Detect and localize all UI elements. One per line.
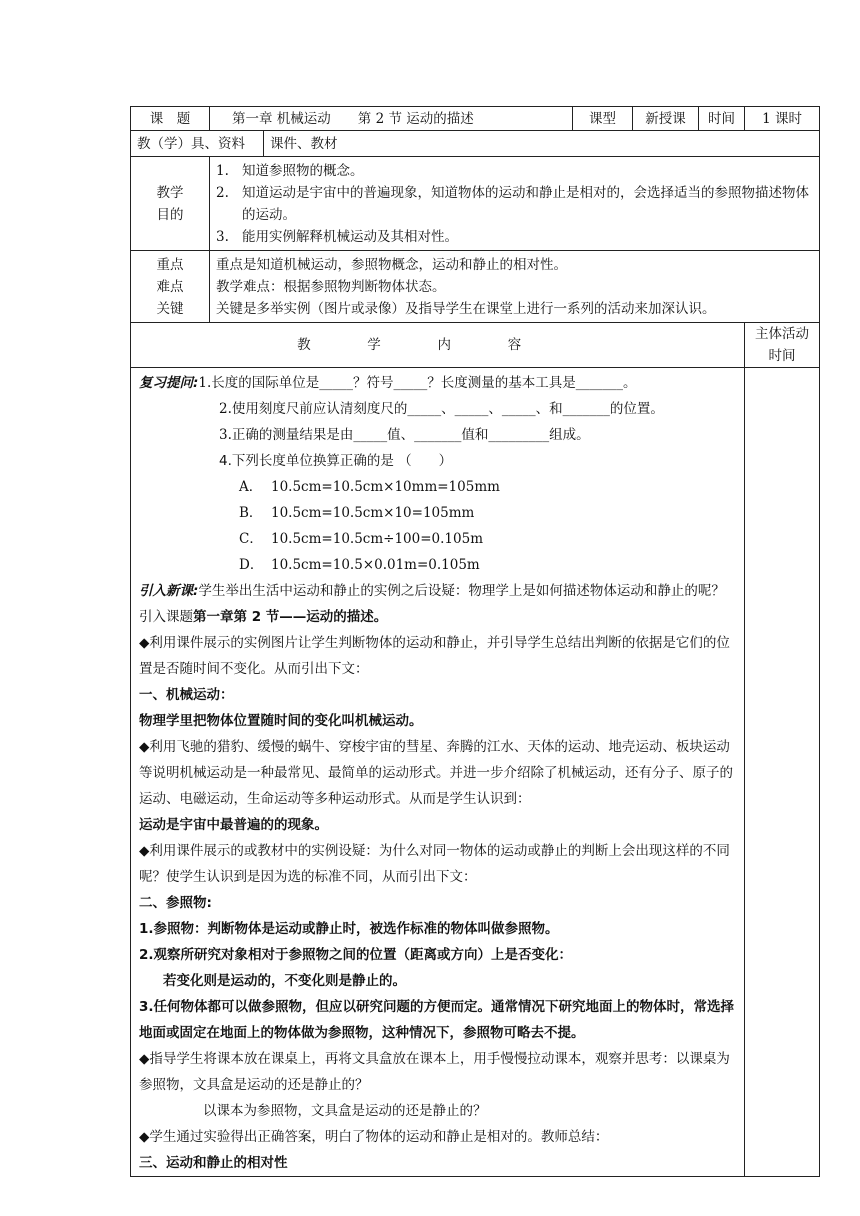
section-1-heading: 一、机械运动： — [139, 687, 234, 703]
key-points-content — [210, 251, 820, 323]
goal-item: 1. 知道参照物的概念。 — [216, 162, 364, 179]
section-2-item-2b: 若变化则是运动的，不变化则是静止的。 — [163, 973, 406, 989]
key-points-label-1: 重点 — [156, 256, 184, 273]
goal-item: 3. 能用实例解释机械运动及其相对性。 — [216, 228, 458, 245]
time-label: 时间 — [699, 107, 745, 131]
section-1-conclusion: 运动是宇宙中最普遍的的现象。 — [139, 817, 328, 833]
goals-list-cell — [210, 157, 820, 251]
lesson-type-label: 课型 — [573, 107, 633, 131]
key-point-line: 关键是多举实例（图片或录像）及指导学生在课堂上进行一系列的活动来加深认识。 — [216, 300, 716, 317]
activity-time-cell — [745, 368, 820, 1177]
paragraph-3: ◆利用课件展示的或教材中的实例设疑：为什么对同一物体的运动或静止的判断上会出现这样的不同呢？使学生认识到是因为选的标准不同，从而引出下文： — [139, 843, 730, 885]
section-2-item-3: 3.任何物体都可以做参照物，但应以研究问题的方便而定。通常情况下研究地面上的物体时，常选择地面或固定在地面上的物体做为参照物，这种情况下，参照物可略去不提。 — [139, 999, 735, 1041]
section-2-item-1: 1.参照物：判断物体是运动或静止时，被选作标准的物体叫做参照物。 — [139, 921, 559, 937]
materials-label: 教（学）具、资料 — [131, 131, 264, 157]
content-body — [131, 368, 745, 1177]
content-header-side: 主体活动时间 — [745, 323, 820, 368]
materials-row — [131, 131, 820, 157]
review-q2: 2.使用刻度尺前应认清刻度尺的_____、_____、_____、和_______的位置。 — [219, 401, 664, 417]
materials-value: 课件、教材 — [264, 131, 820, 157]
key-point-line: 教学难点：根据参照物判断物体状态。 — [216, 278, 446, 295]
topic-value: 第一章 机械运动 第 2 节 运动的描述 — [210, 107, 573, 131]
paragraph-4b: 以课本为参照物，文具盒是运动的还是静止的？ — [203, 1103, 487, 1119]
goals-label — [131, 157, 210, 251]
topic-label: 课 题 — [131, 107, 210, 131]
option-a: A． 10.5cm=10.5cm×10mm=105mm — [239, 479, 500, 495]
content-header-title: 教学内容 — [131, 323, 745, 368]
option-d: D． 10.5cm=10.5×0.01m=0.105m — [239, 557, 480, 573]
goals-list — [214, 160, 815, 248]
review-q4: 4.下列长度单位换算正确的是 （ ） — [219, 453, 453, 469]
content-header-row — [131, 323, 820, 368]
goals-label-line-1: 教学 — [156, 184, 184, 201]
goals-row — [131, 157, 820, 251]
key-points-label-2: 难点 — [156, 278, 184, 295]
intro-paragraph: 引入新课:学生举出生活中运动和静止的实例之后设疑：物理学上是如何描述物体运动和静止的呢？引入课题第一章第 2 节——运动的描述。 — [139, 583, 725, 625]
paragraph-2: ◆利用飞驰的猎豹、缓慢的蜗牛、穿梭宇宙的彗星、奔腾的江水、天体的运动、地壳运动、板块运动等说明机械运动是一种最常见、最简单的运动形式。并进一步介绍除了机械运动，还有分子、原子的运动、电磁运动，生命运动等多种运动形式。从而是学生认识到： — [139, 739, 733, 807]
option-b: B． 10.5cm=10.5cm×10=105mm — [239, 505, 475, 521]
header-row — [131, 107, 820, 131]
paragraph-5: ◆学生通过实验得出正确答案，明白了物体的运动和静止是相对的。教师总结： — [139, 1129, 609, 1145]
key-point-line: 重点是知道机械运动，参照物概念，运动和静止的相对性。 — [216, 256, 567, 273]
key-points-label — [131, 251, 210, 323]
section-2-heading: 二、参照物: — [139, 895, 212, 911]
section-2-item-2: 2.观察所研究对象相对于参照物之间的位置（距离或方向）上是否变化： — [139, 947, 573, 963]
content-row — [131, 368, 820, 1177]
section-3-heading: 三、运动和静止的相对性 — [139, 1155, 288, 1171]
goals-label-line-2: 目的 — [156, 206, 184, 223]
paragraph-1: ◆利用课件展示的实例图片让学生判断物体的运动和静止，并引导学生总结出判断的依据是它们的位置是否随时间不变化。从而引出下文： — [139, 635, 730, 677]
key-points-row — [131, 251, 820, 323]
lesson-type-value: 新授课 — [633, 107, 699, 131]
review-q1: 复习提问:1.长度的国际单位是_____？符号_____？长度测量的基本工具是_______。 — [139, 375, 637, 391]
review-q3: 3.正确的测量结果是由_____值、_______值和_________组成。 — [219, 427, 590, 443]
option-c: C． 10.5cm=10.5cm÷100=0.105m — [239, 531, 483, 547]
key-points-label-3: 关键 — [156, 300, 184, 317]
time-value: 1 课时 — [745, 107, 820, 131]
lesson-plan-table — [130, 106, 820, 1177]
paragraph-4: ◆指导学生将课本放在课桌上，再将文具盒放在课本上，用手慢慢拉动课本，观察并思考：以课桌为参照物，文具盒是运动的还是静止的？ — [139, 1051, 730, 1093]
section-1-definition: 物理学里把物体位置随时间的变化叫机械运动。 — [139, 713, 423, 729]
goal-item: 2. 知道运动是宇宙中的普遍现象，知道物体的运动和静止是相对的，会选择适当的参照物描述物体的运动。 — [216, 184, 809, 223]
